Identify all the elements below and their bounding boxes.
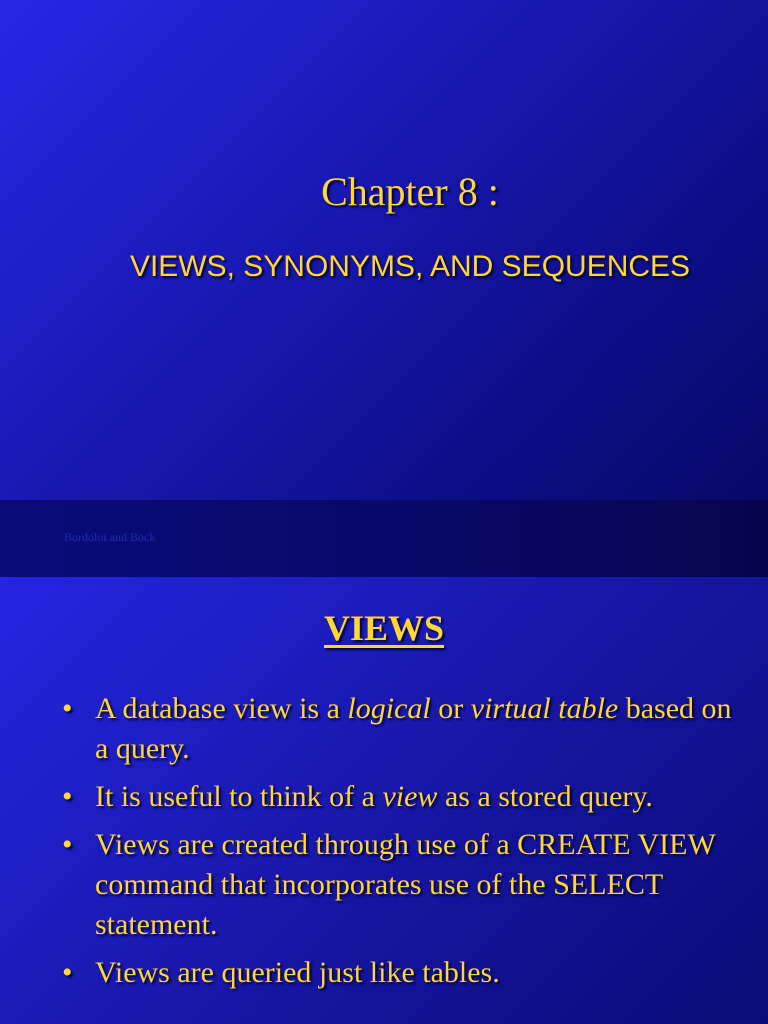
bullet-text: Views are created through use of a CREATE VIEW command that incorporates use of the SELECT statement.: [95, 828, 716, 941]
bullet-icon: •: [62, 828, 73, 861]
chapter-title: Chapter 8 :: [321, 169, 499, 214]
bullet-text: as a stored query.: [437, 780, 653, 813]
bullet-list: [62, 689, 752, 1001]
bullet-text: Views are queried just like tables.: [95, 956, 500, 989]
bullet-item-1: [62, 689, 752, 769]
bullet-icon: •: [62, 692, 73, 725]
bullet-text: It is useful to think of a: [95, 780, 383, 813]
bullet-item-2: [62, 777, 752, 817]
bullet-text: or: [430, 692, 471, 725]
slide-heading: VIEWS: [323, 608, 445, 648]
bullet-item-3: [62, 825, 752, 945]
bullet-item-4: [62, 953, 752, 993]
bullet-emphasis: view: [382, 780, 438, 813]
views-slide: [0, 577, 768, 1024]
bullet-icon: •: [62, 780, 73, 813]
bullet-emphasis: virtual table: [470, 692, 619, 725]
chapter-subtitle: VIEWS, SYNONYMS, AND SEQUENCES: [129, 250, 691, 283]
bullet-emphasis: logical: [347, 692, 431, 725]
bullet-text: A database view is a: [95, 692, 348, 725]
footer-credit: Bordoloi and Bock: [64, 530, 156, 544]
bullet-icon: •: [62, 956, 73, 989]
bullet-text: based on a query.: [95, 692, 732, 765]
